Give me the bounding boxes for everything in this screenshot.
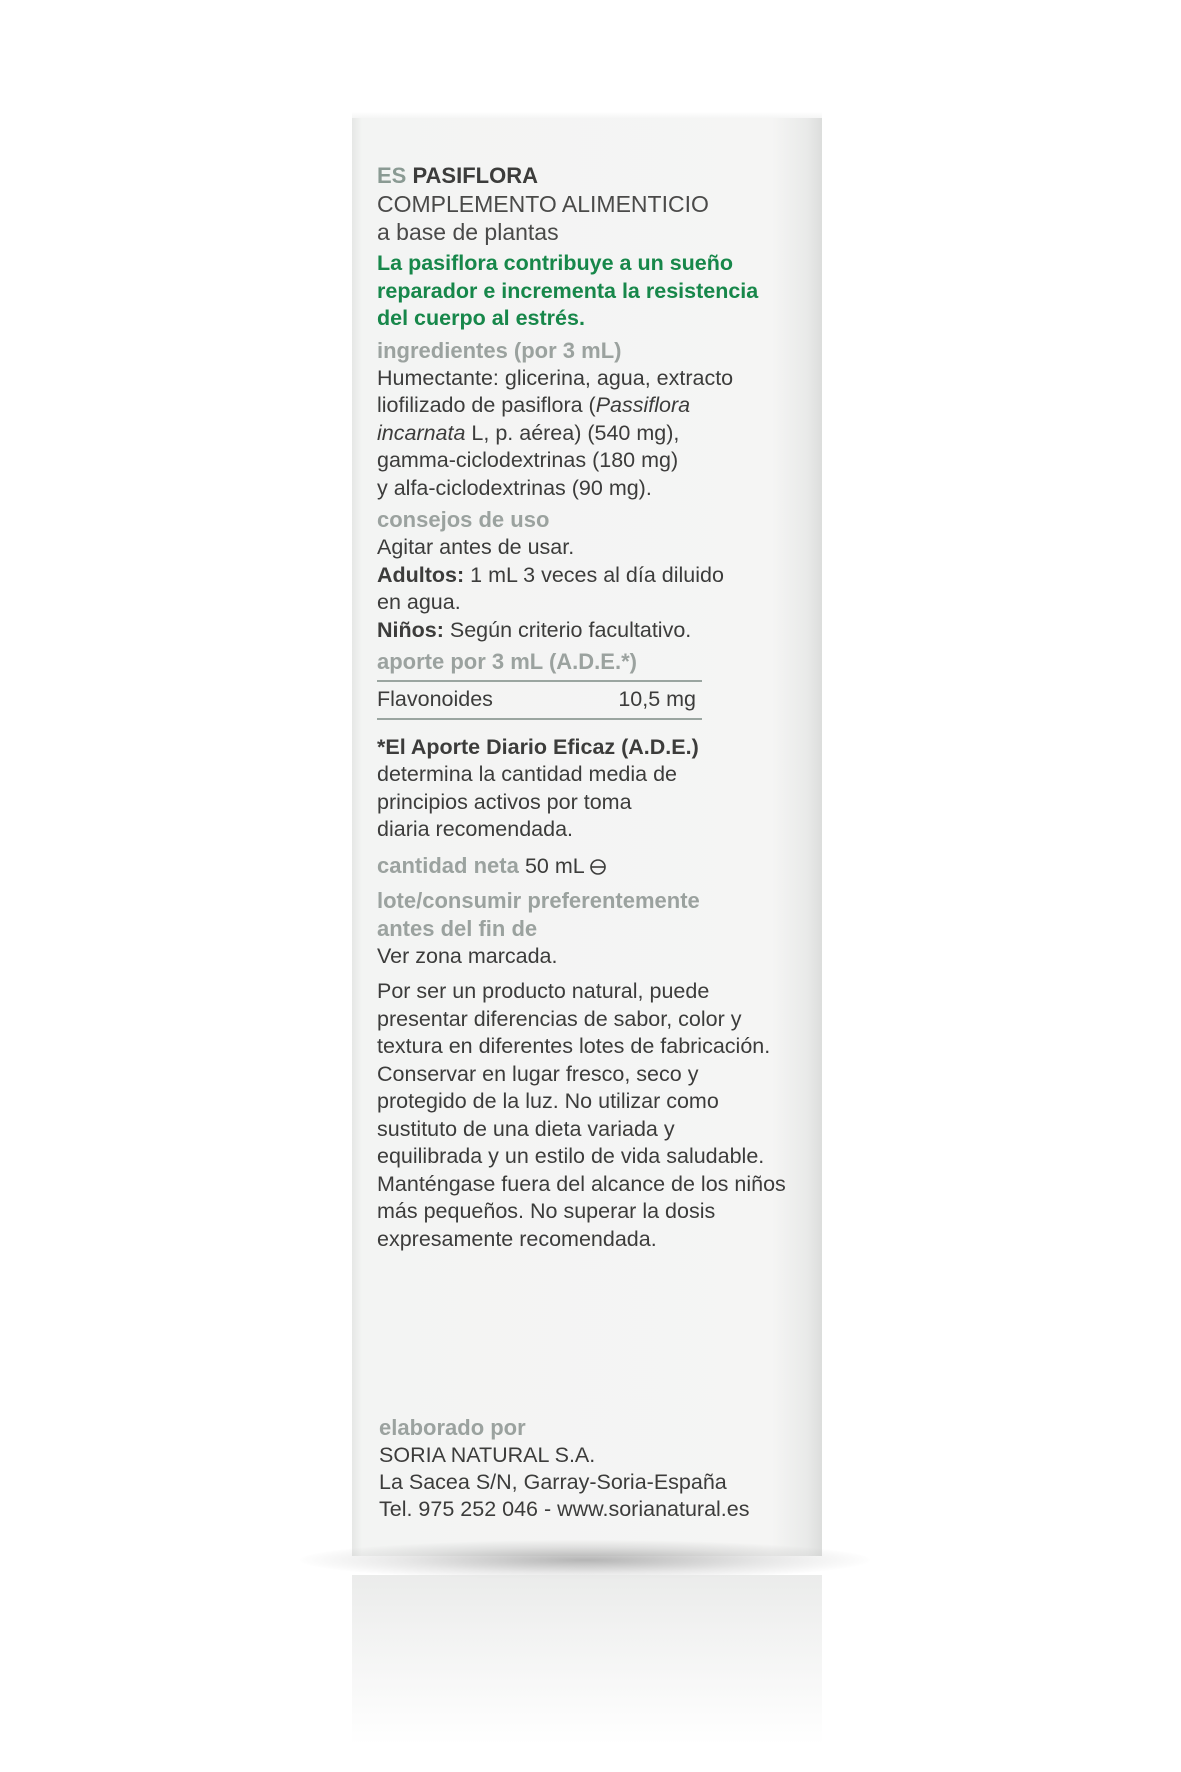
ingredients-line: gamma-ciclodextrinas (180 mg)	[377, 448, 679, 472]
lot-heading-line: antes del fin de	[377, 915, 538, 941]
usage-text	[377, 534, 807, 644]
warning-line: sustituto de una dieta variada y	[377, 1116, 675, 1141]
warning-line: equilibrada y un estilo de vida saludable.	[377, 1144, 765, 1168]
warning-line: protegido de la luz. No utilizar como	[377, 1089, 719, 1113]
ingredients-line: Humectante: glicerina, agua, extracto	[377, 365, 734, 390]
ingredients-heading: ingredientes (por 3 mL)	[377, 337, 622, 363]
adults-text: en agua.	[377, 590, 461, 614]
ade-note-line: principios activos por toma	[377, 789, 632, 814]
net-value: 50 mL	[524, 853, 585, 878]
warning-line: Por ser un producto natural, puede	[377, 979, 710, 1003]
ade-note-line: diaria recomendada.	[377, 817, 574, 841]
label-content	[377, 162, 807, 1253]
maker-address: La Sacea S/N, Garray-Soria-España	[379, 1470, 727, 1494]
ingredients-line: liofilizado de pasiflora (	[377, 393, 596, 417]
product-title	[377, 162, 807, 190]
kids-label: Niños:	[377, 617, 444, 642]
contribution-heading: aporte por 3 mL (A.D.E.*)	[377, 649, 637, 674]
category-line-1: COMPLEMENTO ALIMENTICIO	[377, 191, 709, 217]
ade-note-line: *El Aporte Diario Eficaz (A.D.E.)	[377, 734, 699, 759]
kids-text: Según criterio facultativo.	[443, 617, 692, 642]
claim-line: del cuerpo al estrés.	[377, 306, 585, 330]
nutrition-table	[377, 680, 702, 720]
usage-shake: Agitar antes de usar.	[377, 535, 575, 559]
latin-name: incarnata	[377, 420, 466, 445]
language-code: ES	[377, 163, 407, 188]
manufacturer-block	[379, 1410, 809, 1523]
product-name: PASIFLORA	[412, 163, 538, 188]
table-cell-value: 10,5 mg	[618, 687, 696, 711]
warning-line: Manténgase fuera del alcance de los niños	[377, 1171, 786, 1196]
usage-heading: consejos de uso	[377, 507, 550, 532]
ingredients-line: L, p. aérea) (540 mg),	[465, 420, 680, 445]
net-heading: cantidad neta	[377, 852, 519, 878]
adults-label: Adultos:	[377, 562, 465, 587]
maker-heading: elaborado por	[379, 1415, 526, 1440]
lot-heading-line: lote/consumir preferentemente	[377, 887, 700, 913]
warning-text	[377, 978, 807, 1253]
lot-heading	[377, 887, 807, 943]
net-quantity	[377, 852, 807, 883]
table-row	[377, 682, 702, 718]
warning-line: Conservar en lugar fresco, seco y	[377, 1061, 699, 1086]
ingredients-text	[377, 365, 807, 503]
lot-text: Ver zona marcada.	[377, 943, 558, 968]
box-shadow	[300, 1540, 870, 1580]
maker-contact: Tel. 975 252 046 - www.sorianatural.es	[379, 1497, 750, 1521]
latin-name: Passiflora	[595, 393, 691, 417]
warning-line: expresamente recomendada.	[377, 1226, 657, 1251]
warning-line: presentar diferencias de sabor, color y	[377, 1006, 742, 1031]
claim-line: reparador e incrementa la resistencia	[377, 278, 759, 303]
table-rule-bottom	[377, 718, 702, 720]
estimated-sign-icon	[589, 855, 607, 883]
claim-line: La pasiflora contribuye a un sueño	[377, 251, 734, 275]
ade-note	[377, 734, 807, 844]
health-claim	[377, 250, 807, 333]
maker-name: SORIA NATURAL S.A.	[379, 1443, 596, 1467]
box-reflection	[352, 1575, 822, 1745]
adults-text: 1 mL 3 veces al día diluido	[464, 562, 724, 587]
ingredients-line: y alfa-ciclodextrinas (90 mg).	[377, 475, 652, 500]
warning-line: textura en diferentes lotes de fabricación.	[377, 1034, 771, 1058]
warning-line: más pequeños. No superar la dosis	[377, 1199, 716, 1223]
ade-note-line: determina la cantidad media de	[377, 762, 677, 786]
table-cell-name: Flavonoides	[377, 687, 493, 711]
category-line-2: a base de plantas	[377, 219, 559, 245]
